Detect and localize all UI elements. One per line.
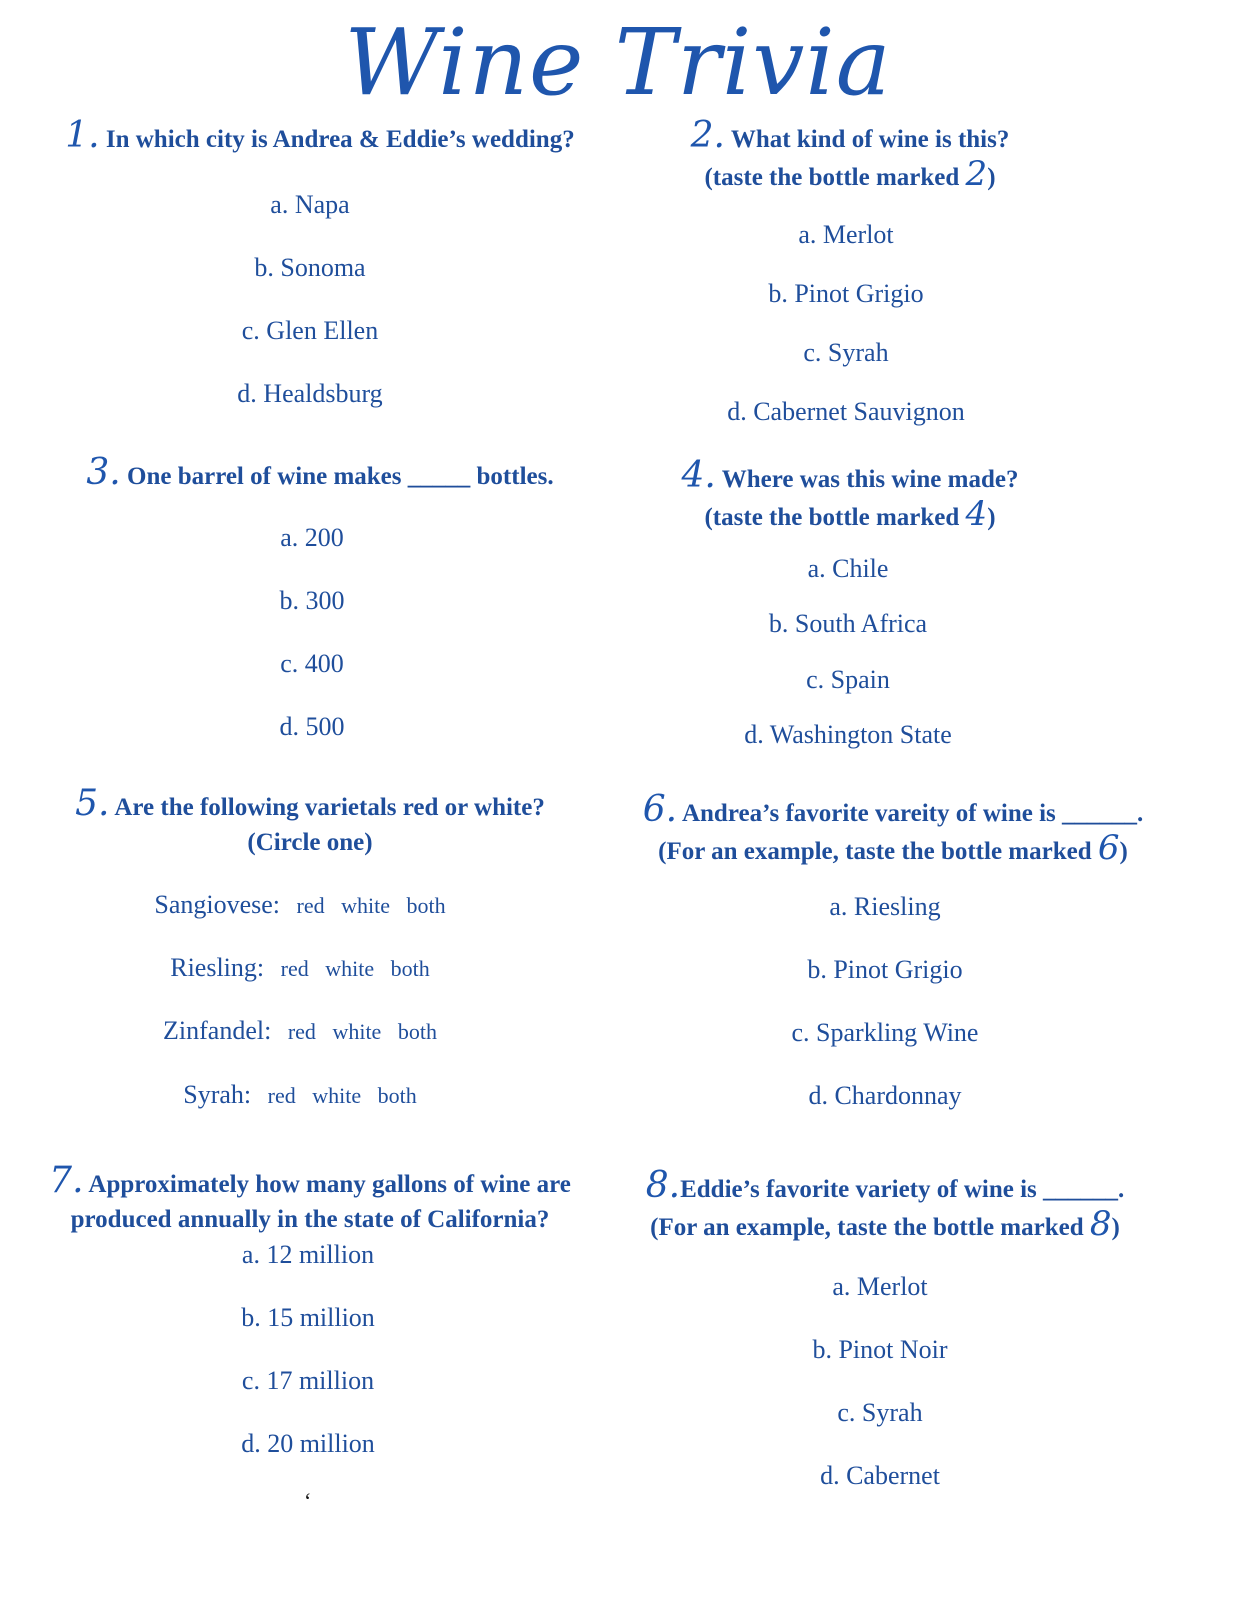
varietal-name: Sangiovese: (154, 890, 281, 919)
q7-option-a: a. 12 million (241, 1240, 375, 1269)
bottle-mark: 6 (1097, 828, 1120, 868)
question-text: Are the following varietals red or white? (114, 794, 545, 821)
q7-option-d: d. 20 million (241, 1429, 375, 1458)
q2-option-d: d. Cabernet Sauvignon (727, 397, 965, 426)
q2-option-a: a. Merlot (798, 220, 894, 249)
question-7 (20, 1160, 600, 1237)
varietal-row (100, 1080, 500, 1111)
q8-option-b: b. Pinot Noir (812, 1335, 948, 1364)
question-number: 7. (49, 1160, 84, 1201)
question-text-line2: (For an example, taste the bottle marked (650, 1214, 1090, 1241)
bottle-mark: 8 (1089, 1204, 1112, 1244)
choice-both[interactable]: both (406, 893, 446, 918)
question-text-line2: (taste the bottle marked (704, 164, 966, 191)
closing-paren: ) (1111, 1214, 1120, 1241)
choice-white[interactable]: white (312, 1083, 362, 1108)
choice-white[interactable]: white (325, 956, 375, 981)
question-5 (30, 783, 590, 860)
question-8 (605, 1165, 1165, 1245)
choice-red[interactable]: red (280, 956, 309, 981)
question-text: Approximately how many gallons of wine are (88, 1171, 571, 1198)
varietal-name: Syrah: (183, 1080, 252, 1109)
closing-paren: ) (1119, 838, 1128, 865)
question-number: 8. (645, 1165, 681, 1206)
q7-option-b: b. 15 million (241, 1303, 375, 1332)
q8-option-a: a. Merlot (832, 1272, 928, 1301)
q1-option-a: a. Napa (270, 190, 350, 219)
q3-option-c: c. 400 (280, 649, 344, 678)
question-6 (608, 789, 1178, 869)
q2-option-b: b. Pinot Grigio (768, 279, 924, 308)
varietal-row (100, 1016, 500, 1047)
question-number: 2. (690, 115, 725, 156)
q6-option-b: b. Pinot Grigio (807, 955, 963, 984)
q3-option-d: d. 500 (279, 712, 345, 741)
q1-option-b: b. Sonoma (254, 253, 366, 282)
q7-option-c: c. 17 million (241, 1366, 375, 1395)
stray-mark: ‘ (304, 1488, 312, 1513)
choice-white[interactable]: white (341, 893, 390, 918)
q8-option-c: c. Syrah (837, 1398, 923, 1427)
closing-paren: ) (987, 504, 996, 531)
question-text: What kind of wine is this? (730, 126, 1010, 153)
question-3 (30, 452, 610, 494)
bottle-mark: 4 (965, 494, 988, 534)
question-number: 3. (86, 452, 121, 493)
question-text-line2: (taste the bottle marked (704, 504, 966, 531)
choice-red[interactable]: red (296, 893, 325, 918)
q2-option-c: c. Syrah (803, 338, 889, 367)
question-text-line2: (Circle one) (247, 829, 373, 856)
question-number: 6. (642, 789, 678, 830)
q3-option-a: a. 200 (280, 523, 344, 552)
question-text: In which city is Andrea & Eddie’s wedding? (105, 126, 575, 153)
varietal-row (100, 890, 500, 921)
q1-option-d: d. Healdsburg (237, 379, 383, 408)
question-text: Where was this wine made? (721, 466, 1019, 493)
q1-option-c: c. Glen Ellen (241, 316, 379, 345)
q8-option-d: d. Cabernet (820, 1461, 940, 1490)
page-title: Wine Trivia (344, 9, 892, 116)
q6-option-c: c. Sparkling Wine (791, 1018, 979, 1047)
question-text: Andrea’s favorite vareity of wine is ______. (681, 800, 1144, 827)
question-1 (30, 115, 610, 157)
choice-red[interactable]: red (287, 1019, 316, 1044)
question-2 (620, 115, 1080, 195)
question-text-line2: (For an example, taste the bottle marked (658, 838, 1098, 865)
question-number: 5. (75, 783, 110, 824)
question-text: One barrel of wine makes _____ bottles. (127, 463, 554, 490)
closing-paren: ) (987, 164, 996, 191)
choice-white[interactable]: white (332, 1019, 382, 1044)
q4-option-d: d. Washington State (744, 720, 952, 749)
q6-option-a: a. Riesling (829, 892, 941, 921)
choice-both[interactable]: both (390, 956, 430, 981)
question-text: Eddie’s favorite variety of wine is ______. (680, 1176, 1125, 1203)
question-number: 4. (681, 455, 716, 496)
question-text-line2: produced annually in the state of California? (70, 1206, 550, 1233)
varietal-name: Zinfandel: (163, 1016, 272, 1045)
varietal-name: Riesling: (170, 953, 265, 982)
question-number: 1. (65, 115, 100, 156)
q4-option-c: c. Spain (806, 665, 890, 694)
q3-option-b: b. 300 (279, 586, 345, 615)
choice-both[interactable]: both (377, 1083, 417, 1108)
bottle-mark: 2 (965, 154, 988, 194)
question-4 (620, 455, 1080, 535)
q6-option-d: d. Chardonnay (808, 1081, 962, 1110)
varietal-row (100, 953, 500, 984)
choice-both[interactable]: both (397, 1019, 437, 1044)
q4-option-b: b. South Africa (768, 609, 928, 638)
q4-option-a: a. Chile (807, 554, 889, 583)
choice-red[interactable]: red (267, 1083, 296, 1108)
